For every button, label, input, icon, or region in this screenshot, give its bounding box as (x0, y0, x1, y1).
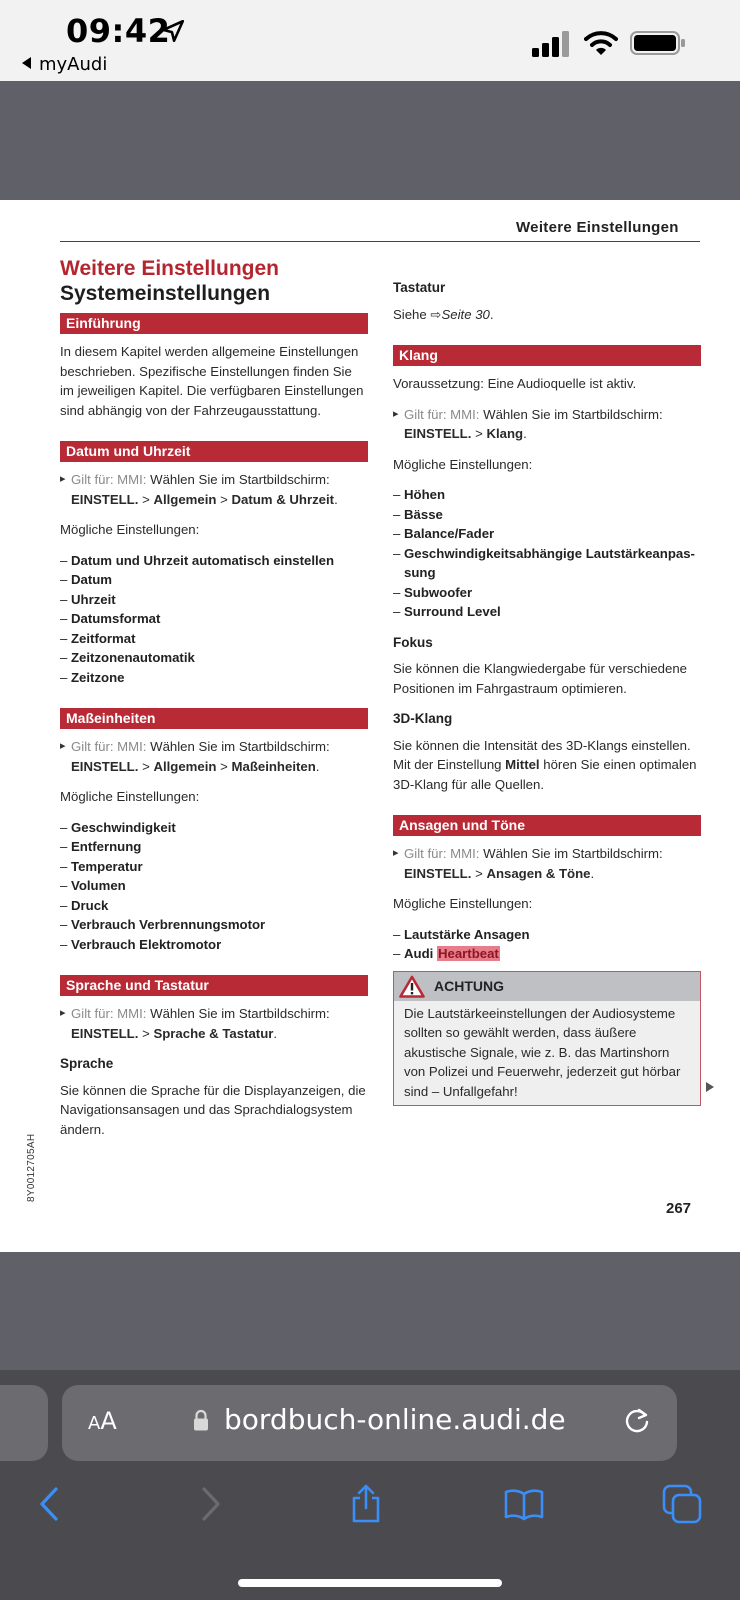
reader-settings-button[interactable] (88, 1407, 117, 1435)
section-header-einfuehrung: Einführung (60, 313, 368, 334)
instruction-text: Wählen Sie im Startbildschirm: (483, 846, 663, 861)
ansagen-options-list (393, 925, 701, 964)
klang-3d-text-pre: Sie können die Intensität des 3D-Klangs einstellen. Mit der Einstellung (393, 737, 691, 772)
list-item: – Volumen (60, 876, 368, 896)
subheading-fokus: Fokus (393, 634, 433, 650)
siehe-label: Siehe (393, 306, 427, 322)
location-arrow-icon (160, 18, 186, 44)
bookmarks-icon[interactable] (504, 1484, 544, 1524)
subheading-tastatur: Tastatur (393, 280, 446, 295)
cellular-signal-icon (532, 31, 572, 57)
running-head: Weitere Einstellungen (516, 219, 679, 236)
aa-large: A (100, 1407, 117, 1435)
moegliche-label: Mögliche Einstellungen: (393, 456, 533, 472)
warning-title: ACHTUNG (434, 977, 504, 994)
url-text[interactable]: bordbuch-online.audi.de (224, 1403, 566, 1436)
list-item: – Temperatur (60, 857, 368, 877)
tastatur-reference: Siehe ⇨Seite 30. (393, 306, 494, 322)
back-app-label: myAudi (39, 54, 108, 75)
share-icon[interactable] (346, 1484, 386, 1524)
gilt-label: Gilt für: MMI: (404, 846, 480, 861)
einfuehrung-text: In diesem Kapitel werden allgemeine Einstellungen beschrieben. Spezifische Einstellungen finden Sie im jeweiligen Kapitel. Die verfügbaren Einstellungen sind abhängig von der Fahrzeugausstattung. (60, 344, 364, 418)
moegliche-label: Mögliche Einstellungen: (60, 522, 200, 537)
aa-small: A (88, 1413, 101, 1434)
fokus-text: Sie können die Klangwiedergabe für verschiedene Positionen im Fahrgastraum optimieren. (393, 661, 687, 696)
klang-3d-text-post: hören Sie einen optimalen 3D-Klang für alle Quellen. (393, 757, 697, 792)
section-header-sprache: Sprache und Tastatur (60, 975, 368, 996)
gilt-label: Gilt für: MMI: (404, 406, 480, 422)
list-item: – Datum und Uhrzeit automatisch einstellen (60, 551, 368, 571)
search-highlight: Heartbeat (437, 946, 499, 961)
warning-triangle-icon (399, 975, 425, 998)
document-id: 8Y0012705AH (26, 1133, 37, 1202)
klang-instruction: ▸ Gilt für: MMI: Wählen Sie im Startbildschirm: EINSTELL. > Klang. (393, 405, 701, 444)
list-item: – Entfernung (60, 837, 368, 857)
list-item: – Bässe (393, 505, 701, 525)
ansagen-instruction: ▸ Gilt für: MMI: Wählen Sie im Startbildschirm: EINSTELL. > Ansagen & Töne. (393, 844, 701, 883)
warning-text: Die Lautstärkeeinstellungen der Audiosysteme sollten so gewählt werden, dass äußere akustische Signale, wie z. B. das Martinshorn von Polizei und Feuerwehr, jederzeit gut hörbar sind – Unfallgefahr! (404, 1005, 681, 1099)
battery-icon (630, 31, 686, 55)
moegliche-label: Mögliche Einstellungen: (60, 789, 200, 804)
instruction-text: Wählen Sie im Startbildschirm: (150, 739, 330, 754)
path-einstell: EINSTELL. (404, 426, 472, 441)
reload-icon[interactable] (622, 1406, 652, 1436)
path-einstell: EINSTELL. (71, 1025, 139, 1041)
page-reference-link[interactable]: Seite 30 (441, 306, 490, 322)
list-item: – Surround Level (393, 602, 701, 622)
status-bar (0, 0, 740, 81)
list-item: – Lautstärke Ansagen (393, 925, 701, 945)
datum-options-list (60, 551, 368, 688)
clock: 09:42 (66, 12, 171, 50)
instruction-text: Wählen Sie im Startbildschirm: (150, 472, 330, 487)
manual-page (0, 200, 740, 1252)
left-column (60, 256, 368, 1150)
datum-instruction: ▸ Gilt für: MMI: Wählen Sie im Startbildschirm: EINSTELL. > Allgemein > Datum & Uhrzeit. (60, 470, 368, 509)
audi-label: Audi (404, 946, 434, 961)
home-indicator[interactable] (238, 1579, 502, 1587)
list-item: – Zeitformat (60, 629, 368, 649)
path-allgemein: Allgemein (153, 758, 217, 774)
gilt-label: Gilt für: MMI: (71, 472, 147, 487)
gilt-label: Gilt für: MMI: (71, 1006, 147, 1021)
section-header-masseinheiten: Maßeinheiten (60, 708, 368, 729)
back-chevron-icon[interactable] (30, 1484, 70, 1524)
path-klang: Klang (486, 426, 524, 441)
masseinheiten-instruction: ▸ Gilt für: MMI: Wählen Sie im Startbildschirm: EINSTELL. > Allgemein > Maßeinheiten. (60, 737, 368, 776)
list-item: – Geschwindigkeit (60, 818, 368, 838)
lock-icon (193, 1409, 209, 1431)
list-item: – Druck (60, 896, 368, 916)
path-einstell: EINSTELL. (71, 758, 139, 774)
instruction-text: Wählen Sie im Startbildschirm: (483, 406, 663, 422)
page-title-red: Weitere Einstellungen (60, 257, 279, 280)
warning-box (393, 971, 701, 1107)
path-einstell: EINSTELL. (404, 865, 472, 881)
list-item: – Höhen (393, 485, 701, 505)
sprache-instruction: ▸ Gilt für: MMI: Wählen Sie im Startbildschirm: EINSTELL. > Sprache & Tastatur. (60, 1004, 368, 1043)
section-header-datum: Datum und Uhrzeit (60, 441, 368, 462)
back-to-app-link[interactable] (22, 54, 107, 75)
page-number: 267 (666, 1200, 692, 1217)
list-item: – Datum (60, 570, 368, 590)
klang-3d-mittel: Mittel (505, 757, 540, 772)
sprache-text: Sie können die Sprache für die Displayanzeigen, die Navigationsansagen und das Sprachdialogsystem ändern. (60, 1082, 366, 1137)
klang-voraussetzung: Voraussetzung: Eine Audioquelle ist aktiv. (393, 376, 637, 391)
list-item: – Verbrauch Elektromotor (60, 935, 368, 955)
klang-options-list (393, 485, 701, 622)
path-ansagen-toene: Ansagen & Töne (486, 865, 591, 881)
path-datum-uhrzeit: Datum & Uhrzeit (231, 491, 335, 507)
forward-chevron-icon[interactable] (190, 1484, 230, 1524)
klang-3d-text (393, 736, 701, 795)
subheading-3d-klang: 3D-Klang (393, 711, 453, 726)
list-item (393, 944, 701, 964)
list-item: – Uhrzeit (60, 590, 368, 610)
list-item: – Subwoofer (393, 583, 701, 603)
right-column (393, 278, 701, 1106)
moegliche-label: Mögliche Einstellungen: (393, 896, 533, 911)
list-item: – Datumsformat (60, 609, 368, 629)
gilt-label: Gilt für: MMI: (71, 739, 147, 754)
path-sprache-tastatur: Sprache & Tastatur (153, 1025, 274, 1041)
wifi-icon (584, 30, 618, 56)
tabs-icon[interactable] (662, 1484, 702, 1524)
head-rule (60, 241, 700, 242)
back-triangle-icon (22, 57, 31, 69)
reference-arrow: ⇨ (430, 306, 442, 322)
section-header-ansagen: Ansagen und Töne (393, 815, 701, 836)
continue-arrow-icon (705, 1082, 715, 1092)
list-item: – Zeitzonenautomatik (60, 648, 368, 668)
section-header-klang: Klang (393, 345, 701, 366)
list-item: – Geschwindigkeitsabhängige Lautstärkeanpassung (393, 544, 701, 583)
instruction-text: Wählen Sie im Startbildschirm: (150, 1006, 330, 1021)
masseinheiten-options-list (60, 818, 368, 955)
path-masseinheiten: Maßeinheiten (231, 758, 316, 774)
path-allgemein: Allgemein (153, 491, 217, 507)
list-item: – Balance/Fader (393, 524, 701, 544)
path-einstell: EINSTELL. (71, 491, 139, 507)
previous-tab-pill[interactable] (0, 1385, 48, 1461)
address-bar[interactable] (62, 1385, 677, 1461)
list-item: – Verbrauch Verbrennungsmotor (60, 915, 368, 935)
subheading-sprache: Sprache (60, 1056, 114, 1071)
warning-header (394, 972, 700, 1001)
list-item: – Zeitzone (60, 668, 368, 688)
page-title: Systemeinstellungen (60, 282, 271, 305)
